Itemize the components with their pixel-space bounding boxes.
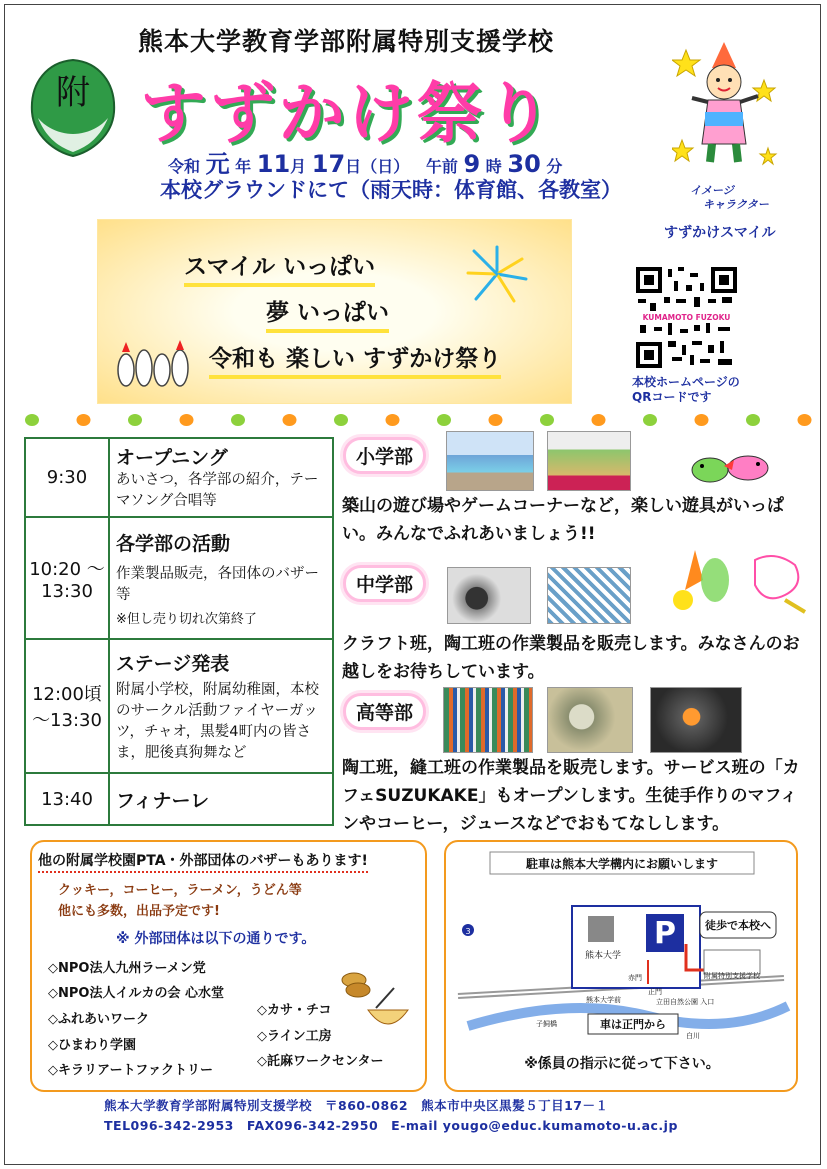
org-item: ◇カサ・チコ xyxy=(257,1003,332,1018)
svg-text:附: 附 xyxy=(56,73,90,113)
schedule-time: 9:30 xyxy=(25,438,109,517)
divider-dot xyxy=(746,414,760,426)
org-item: ◇ライン工房 xyxy=(257,1029,332,1044)
divider-dot xyxy=(489,414,503,426)
school-emblem-icon xyxy=(18,52,128,162)
event-venue: 本校グラウンドにて（雨天時：体育館、各教室） xyxy=(160,178,622,202)
external-orgs-title: ※ 外部団体は以下の通りです。 xyxy=(116,931,316,947)
access-map xyxy=(448,846,794,1088)
character-caption: キャラクター xyxy=(703,198,769,211)
slogan-line: 夢 いっぱい xyxy=(266,294,389,333)
bird-drawing-icon xyxy=(686,446,776,492)
character-name: すずかけスマイル xyxy=(664,225,776,241)
festival-title: すずかけ祭り xyxy=(140,75,555,152)
schedule-content xyxy=(109,438,333,517)
footer-address: 熊本大学教育学部附属特別支援学校 〒860-0862 熊本市中央区黒髪５丁目17－１ xyxy=(104,1098,609,1113)
slogan-line: 令和も 楽しい すずかけ祭り xyxy=(209,340,501,379)
divider-dot xyxy=(77,414,91,426)
character-caption: イメージ xyxy=(690,184,734,197)
dept-junior-text: クラフト班，陶工班の作業製品を販売します。みなさんのお越しをお待ちしています。 xyxy=(342,634,800,682)
svg-text:熊本大学: 熊本大学 xyxy=(584,951,622,961)
svg-text:赤門: 赤門 xyxy=(628,974,642,982)
dept-junior-label: 中学部 xyxy=(343,565,426,602)
dept-elementary-label: 小学部 xyxy=(343,437,426,474)
schedule-content xyxy=(109,517,333,639)
event-date: 令和 元 年 11月 17日（日） 午前 9 時 30 分 xyxy=(168,150,563,178)
divider-dot xyxy=(540,414,554,426)
divider-dot xyxy=(643,414,657,426)
table-row xyxy=(25,773,333,825)
divider-dot xyxy=(437,414,451,426)
food-icon xyxy=(336,960,416,1040)
schedule-body: 作業製品販売，各団体のバザー等 xyxy=(116,566,319,603)
firework-icon xyxy=(462,243,532,305)
svg-text:子飼橋: 子飼橋 xyxy=(536,1020,557,1028)
svg-text:※係員の指示に従って下さい。: ※係員の指示に従って下さい。 xyxy=(524,1056,720,1072)
schedule-title: フィナーレ xyxy=(116,789,210,812)
table-row xyxy=(25,438,333,517)
schedule-body: あいさつ，各学部の紹介，テーマソング合唱等 xyxy=(116,472,319,509)
photo-cafe xyxy=(650,687,742,753)
school-name: 熊本大学教育学部附属特別支援学校 xyxy=(138,27,555,56)
svg-text:附属特別支援学校: 附属特別支援学校 xyxy=(704,972,760,980)
photo-craft-tray xyxy=(547,567,631,624)
divider-dot xyxy=(283,414,297,426)
org-item: ◇託麻ワークセンター xyxy=(257,1054,384,1069)
photo-pottery xyxy=(547,687,633,753)
schedule-time: 12:00頃 ～13:30 xyxy=(25,639,109,773)
svg-text:P: P xyxy=(654,916,676,951)
photo-ceramics xyxy=(447,567,531,624)
dept-senior-text: 陶工班，縫工班の作業製品を販売します。サービス班の「カフェSUZUKAKE」もオープンします。生徒手作りのマフィンやコーヒー，ジュースなどでおもてなしします。 xyxy=(342,758,800,834)
slogan-line: スマイル いっぱい xyxy=(184,248,375,287)
org-item: ◇ひまわり学園 xyxy=(48,1038,136,1053)
qr-code xyxy=(634,265,739,370)
schedule-body: 附属小学校，附属幼稚園，本校のサークル活動ファイヤーガッツ，チャオ，黒髪4町内の皆さま，肥後真狗舞など xyxy=(116,681,319,761)
divider-dot xyxy=(180,414,194,426)
dept-senior-label: 高等部 xyxy=(343,693,426,730)
table-row xyxy=(25,517,333,639)
divider-dot xyxy=(592,414,606,426)
svg-text:KUMAMOTO FUZOKU: KUMAMOTO FUZOKU xyxy=(642,313,731,322)
table-row xyxy=(25,639,333,773)
schedule-content xyxy=(109,773,333,825)
photo-game-corner xyxy=(547,431,631,491)
photo-textile xyxy=(443,687,533,753)
divider-dot xyxy=(334,414,348,426)
schedule-title: 各学部の活動 xyxy=(116,533,231,555)
schedule-time: 10:20 ～13:30 xyxy=(25,517,109,639)
mascot-character-icon xyxy=(672,40,782,170)
org-item: ◇キラリアートファクトリー xyxy=(48,1063,213,1078)
children-drawing-icon xyxy=(114,338,204,392)
svg-text:立田自然公園 入口: 立田自然公園 入口 xyxy=(656,998,715,1006)
footer-contact: TEL096-342-2953 FAX096-342-2950 E-mail yougo@educ.kumamoto-u.ac.jp xyxy=(104,1118,678,1133)
org-item: ◇ふれあいワーク xyxy=(48,1012,149,1027)
bazaar-title: 他の附属学校園PTA・外部団体のバザーもあります! xyxy=(38,850,368,873)
dept-elementary-text: 築山の遊び場やゲームコーナーなど，楽しい遊具がいっぱい。みんなでふれあいましょう!! xyxy=(342,496,784,544)
svg-text:駐車は熊本大学構内にお願いします: 駐車は熊本大学構内にお願いします xyxy=(525,857,719,871)
dot-divider xyxy=(22,412,812,428)
svg-text:熊本大学前: 熊本大学前 xyxy=(586,996,621,1004)
divider-dot xyxy=(386,414,400,426)
schedule-note: ※但し売り切れ次第終了 xyxy=(116,612,257,627)
divider-dot xyxy=(798,414,812,426)
photo-playground xyxy=(446,431,534,491)
schedule-time: 13:40 xyxy=(25,773,109,825)
org-item: ◇NPO法人イルカの会 心水堂 xyxy=(48,986,224,1001)
divider-dot xyxy=(695,414,709,426)
bazaar-line: 他にも多数，出品予定です! xyxy=(58,904,220,919)
schedule-title: ステージ発表 xyxy=(116,652,230,675)
svg-text:徒歩で本校へ: 徒歩で本校へ xyxy=(705,919,771,932)
svg-text:正門: 正門 xyxy=(648,988,662,996)
svg-text:白川: 白川 xyxy=(686,1032,700,1040)
divider-dot xyxy=(231,414,245,426)
schedule-content xyxy=(109,639,333,773)
schedule-title: オープニング xyxy=(116,447,228,469)
children-art-icon xyxy=(655,540,815,620)
divider-dot xyxy=(128,414,142,426)
svg-text:3: 3 xyxy=(465,927,471,936)
divider-dot xyxy=(25,414,39,426)
schedule-table xyxy=(24,437,334,826)
bazaar-line: クッキー，コーヒー，ラーメン，うどん等 xyxy=(58,883,302,898)
qr-caption: 本校ホームページの QRコードです xyxy=(632,375,740,404)
org-item: ◇NPO法人九州ラーメン党 xyxy=(48,961,206,976)
svg-text:車は正門から: 車は正門から xyxy=(600,1018,666,1031)
